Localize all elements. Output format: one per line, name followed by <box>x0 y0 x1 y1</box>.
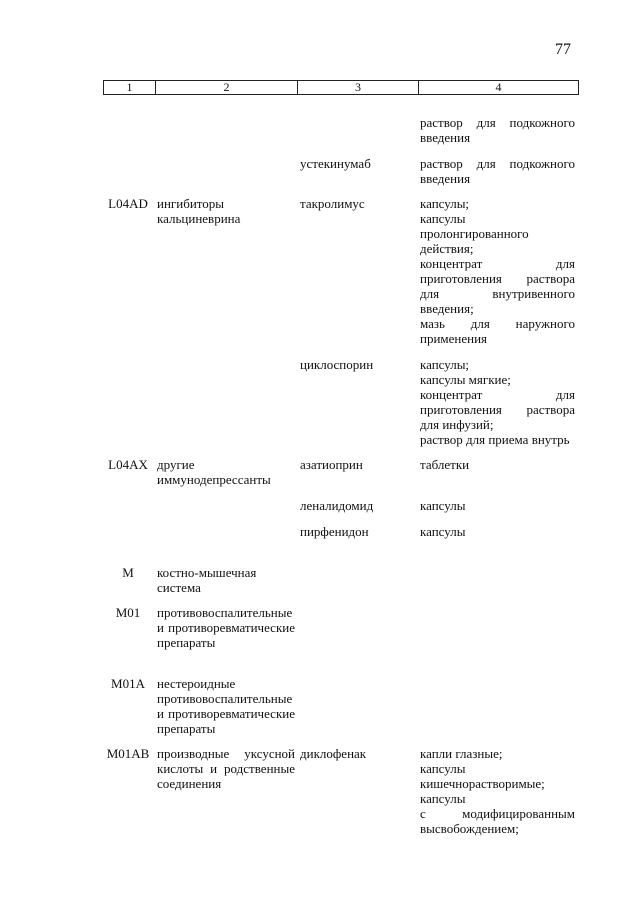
atc-code-cell <box>103 457 153 472</box>
drug-name-cell <box>300 457 416 472</box>
page-number: 77 <box>555 41 571 58</box>
drug-name-cell <box>300 746 416 761</box>
atc-code: M01 <box>115 604 141 620</box>
dosage-form-cell <box>420 498 575 513</box>
group-name-line: система <box>157 579 201 595</box>
dosage-form-line: мазь для наружного <box>420 315 575 331</box>
dosage-form-line: капсулы мягкие; <box>420 371 511 387</box>
drug-name-cell <box>300 357 416 372</box>
group-name-cell <box>157 605 295 650</box>
dosage-form-line: с модифицированным <box>420 805 575 821</box>
atc-code: L04AD <box>108 195 148 211</box>
group-name-line: производные уксусной <box>157 745 295 761</box>
dosage-form-line: кишечнорастворимые; <box>420 775 545 791</box>
drug-name: устекинумаб <box>300 155 371 171</box>
dosage-form-line: капсулы; <box>420 195 470 211</box>
group-name-line: препараты <box>157 634 216 650</box>
drug-name: диклофенак <box>300 745 367 761</box>
dosage-form-line: введения; <box>420 300 474 316</box>
dosage-form-line: концентрат для <box>420 386 575 402</box>
dosage-form-line: концентрат для <box>420 255 575 271</box>
group-name-cell <box>157 196 295 226</box>
group-name-line: и противоревматические <box>157 619 295 635</box>
dosage-form-cell <box>420 196 575 346</box>
atc-code-cell <box>103 746 153 761</box>
table-header-cell: 3 <box>298 81 419 94</box>
dosage-form-line: для инфузий; <box>420 416 494 432</box>
group-name-cell <box>157 676 295 736</box>
group-name-line: противовоспалительные <box>157 690 293 706</box>
group-name-cell <box>157 565 295 595</box>
group-name-line: костно-мышечная <box>157 564 257 580</box>
drug-name-cell <box>300 156 416 171</box>
drug-name-cell <box>300 196 416 211</box>
dosage-form-line: капсулы <box>420 790 466 806</box>
dosage-form-line: для внутривенного <box>420 285 575 301</box>
dosage-form-cell <box>420 746 575 836</box>
dosage-form-cell <box>420 115 575 145</box>
group-name-line: кальциневрина <box>157 210 241 226</box>
dosage-form-line: приготовления раствора <box>420 401 575 417</box>
atc-code-cell <box>103 676 153 691</box>
dosage-form-cell <box>420 156 575 186</box>
group-name-line: соединения <box>157 775 222 791</box>
dosage-form-line: раствор для подкожного <box>420 114 575 130</box>
group-name-line: иммунодепрессанты <box>157 471 271 487</box>
dosage-form-cell <box>420 524 575 539</box>
table-header-cell: 4 <box>495 80 502 94</box>
atc-code-cell <box>103 605 153 620</box>
group-name-line: противовоспалительные <box>157 604 293 620</box>
dosage-form-line: раствор для приема внутрь <box>420 431 570 447</box>
dosage-form-line: капли глазные; <box>420 745 503 761</box>
group-name-line: нестероидные <box>157 675 236 691</box>
group-name-cell <box>157 746 295 791</box>
dosage-form-line: введения <box>420 170 471 186</box>
dosage-form-line: раствор для подкожного <box>420 155 575 171</box>
group-name-line: ингибиторы <box>157 195 225 211</box>
drug-name: азатиоприн <box>300 456 363 472</box>
dosage-form-line: приготовления раствора <box>420 270 575 286</box>
dosage-form-cell <box>420 357 575 447</box>
drug-name: циклоспорин <box>300 356 374 372</box>
dosage-form-line: капсулы <box>420 523 466 539</box>
dosage-form-line: таблетки <box>420 456 470 472</box>
drug-name: такролимус <box>300 195 365 211</box>
dosage-form-line: капсулы <box>420 210 466 226</box>
dosage-form-line: капсулы <box>420 760 466 776</box>
dosage-form-line: капсулы <box>420 497 466 513</box>
table-header-cell: 1 <box>104 81 156 94</box>
atc-code: M01A <box>111 675 145 691</box>
drug-name: леналидомид <box>300 497 374 513</box>
drug-name-cell <box>300 524 416 539</box>
atc-code: L04AX <box>108 456 148 472</box>
atc-code: M01AB <box>106 745 150 761</box>
drug-name-cell <box>300 498 416 513</box>
dosage-form-line: капсулы; <box>420 356 470 372</box>
group-name-line: препараты <box>157 720 216 736</box>
dosage-form-cell <box>420 457 575 472</box>
group-name-line: кислоты и родственные <box>157 760 295 776</box>
atc-code-cell <box>103 565 153 580</box>
group-name-line: и противоревматические <box>157 705 295 721</box>
dosage-form-line: введения <box>420 129 471 145</box>
dosage-form-line: применения <box>420 330 488 346</box>
table-header-cell: 2 <box>156 81 298 94</box>
drug-name: пирфенидон <box>300 523 369 539</box>
dosage-form-line: пролонгированного <box>420 225 529 241</box>
atc-code: M <box>122 564 134 580</box>
group-name-cell <box>157 457 295 487</box>
atc-code-cell <box>103 196 153 211</box>
group-name-line: другие <box>157 456 195 472</box>
dosage-form-line: высвобождением; <box>420 820 519 836</box>
dosage-form-line: действия; <box>420 240 474 256</box>
